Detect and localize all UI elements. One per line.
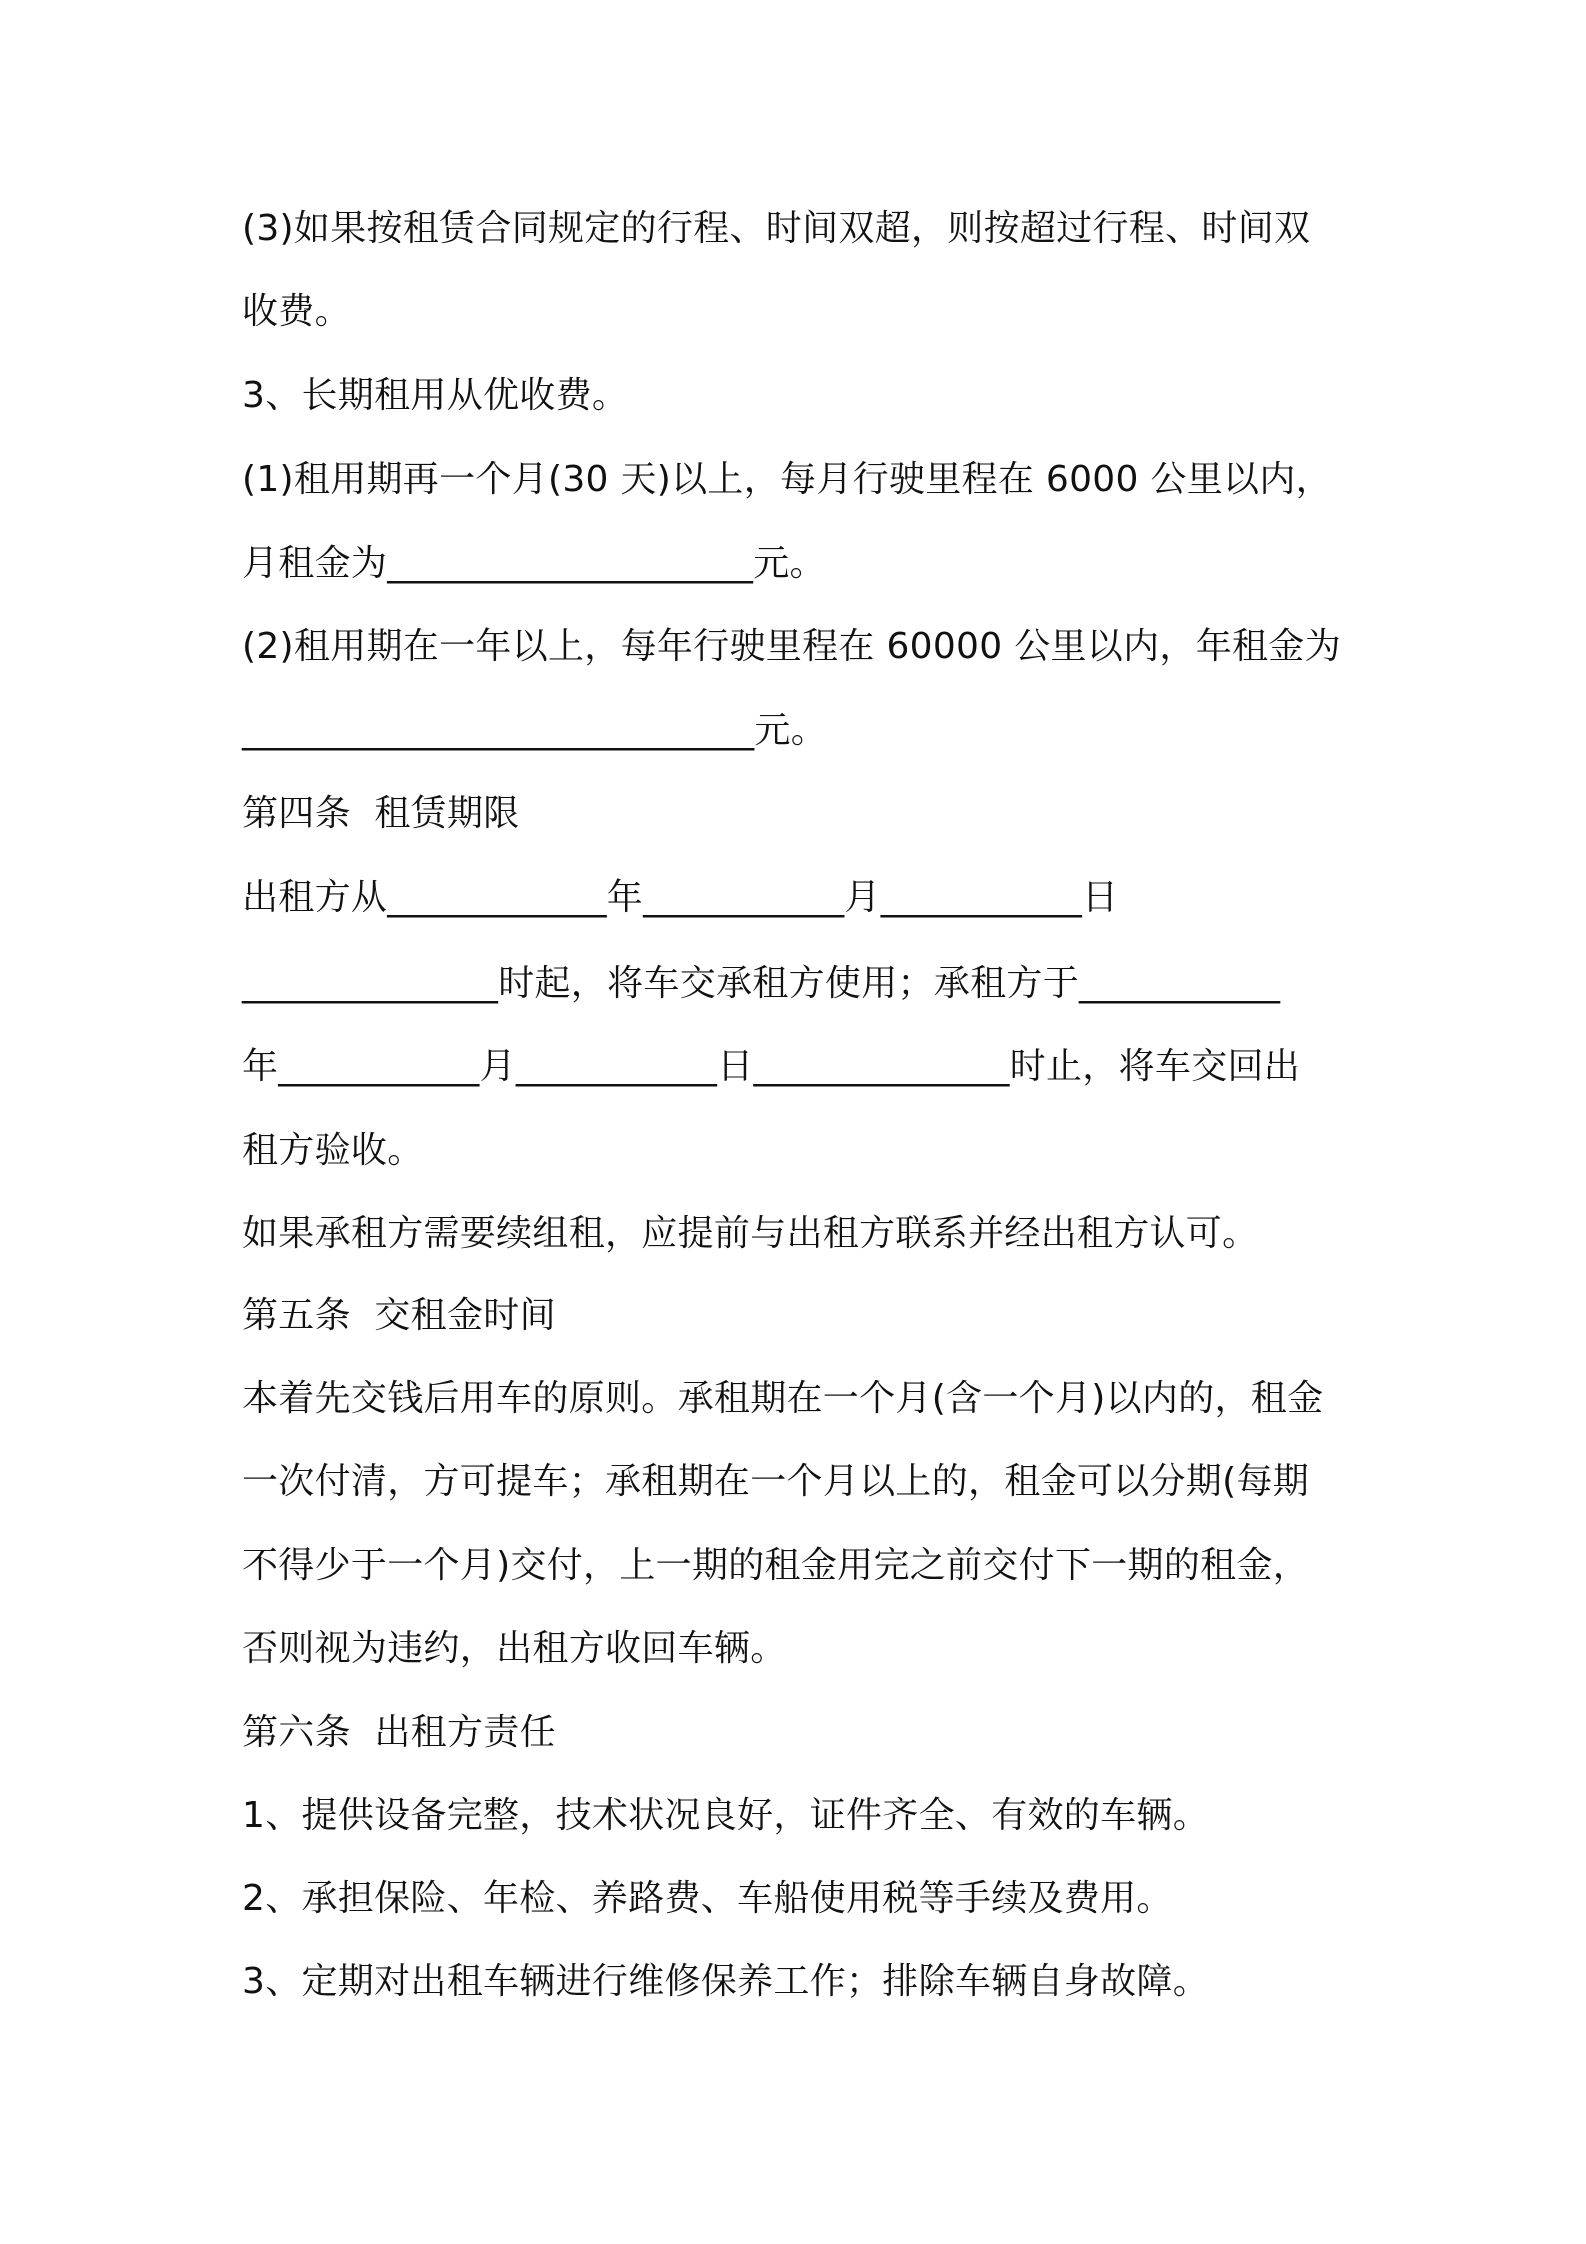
paragraph-line: 一次付清，方可提车；承租期在一个月以上的，租金可以分期(每期 <box>242 1461 1310 1502</box>
paragraph-line: 3、长期租用从优收费。 <box>242 375 629 416</box>
paragraph-line: (3)如果按租赁合同规定的行程、时间双超，则按超过行程、时间双 <box>242 208 1311 249</box>
section-heading: 第四条 租赁期限 <box>242 793 520 834</box>
fill-in-line: ______________时起，将车交承租方使用；承租方于___________ <box>242 963 1281 1004</box>
paragraph-line: 否则视为违约，出租方收回车辆。 <box>242 1628 787 1669</box>
paragraph-line: 租方验收。 <box>242 1130 424 1171</box>
section-heading: 第五条 交租金时间 <box>242 1295 556 1336</box>
paragraph-line: 本着先交钱后用车的原则。承租期在一个月(含一个月)以内的，租金 <box>242 1378 1324 1419</box>
fill-in-line: ____________________________元。 <box>242 710 827 751</box>
paragraph-line: (1)租用期再一个月(30 天)以上，每月行驶里程在 6000 公里以内， <box>242 459 1332 500</box>
list-item: 3、定期对出租车辆进行维修保养工作；排除车辆自身故障。 <box>242 1961 1210 2002</box>
fill-in-line: 月租金为____________________元。 <box>242 543 826 584</box>
paragraph-line: 收费。 <box>242 291 351 332</box>
paragraph-line: (2)租用期在一年以上，每年行驶里程在 60000 公里以内，年租金为 <box>242 626 1341 667</box>
fill-in-line: 年___________月___________日______________时止，将车交回出 <box>242 1046 1301 1087</box>
list-item: 2、承担保险、年检、养路费、车船使用税等手续及费用。 <box>242 1878 1173 1919</box>
paragraph-line: 如果承租方需要续组租，应提前与出租方联系并经出租方认可。 <box>242 1213 1259 1254</box>
paragraph-line: 不得少于一个月)交付，上一期的租金用完之前交付下一期的租金， <box>242 1545 1310 1586</box>
fill-in-line: 出租方从____________年___________月___________日 <box>242 877 1119 918</box>
section-heading: 第六条 出租方责任 <box>242 1712 556 1753</box>
list-item: 1、提供设备完整，技术状况良好，证件齐全、有效的车辆。 <box>242 1795 1210 1836</box>
